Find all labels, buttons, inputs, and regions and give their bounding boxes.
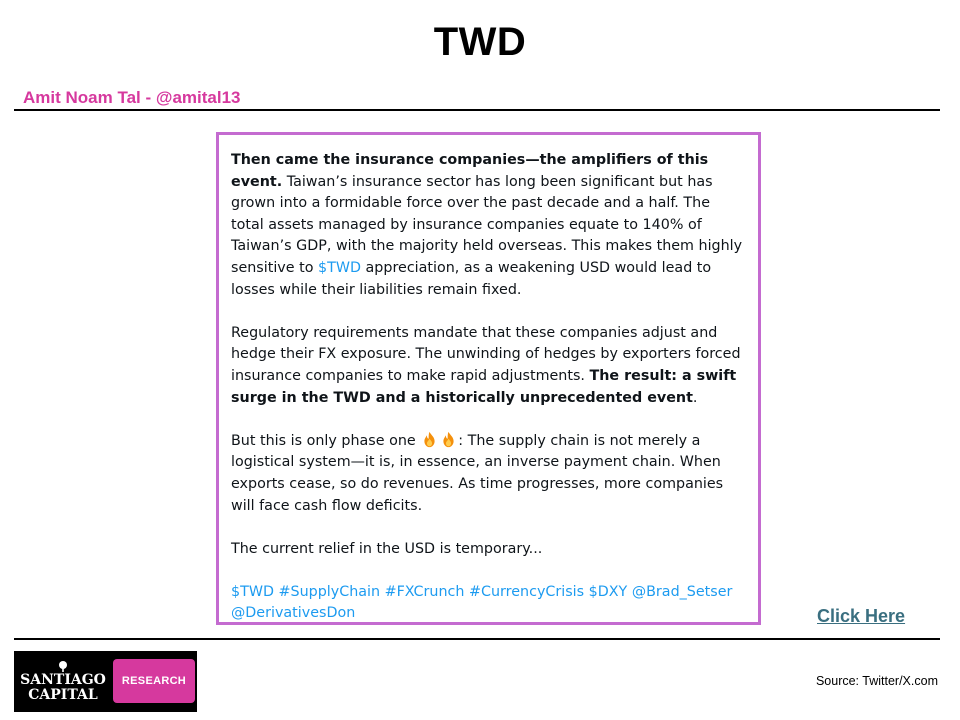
- tweet-p2-bold: The result: a swift surge in the TWD and a historically unprecedented event: [231, 367, 737, 406]
- tweet-p2-text: Regulatory requirements mandate that these companies adjust and hedge their FX exposure. The unwinding of hedges by exporters forced insurance companies to make rapid adjustments.: [231, 324, 741, 384]
- fire-icon: [440, 431, 457, 448]
- logo-line-1: SANTIAGO: [20, 671, 106, 688]
- santiago-capital-logo: [14, 651, 197, 712]
- tweet-screenshot: [216, 132, 761, 625]
- research-badge: RESEARCH: [113, 659, 195, 703]
- fire-icon: [421, 431, 438, 448]
- tweet-p3-end: : The supply chain is not merely a logistical system—it is, in essence, an inverse payment chain. When exports cease, so do revenues. As time progresses, more companies will face cash flow deficits.: [231, 432, 724, 514]
- tweet-paragraph-4: The current relief in the USD is temporary...: [231, 540, 543, 557]
- tweet-p1-heading: Then came the insurance companies—the amplifiers of this event.: [231, 152, 709, 190]
- tweet-p3-start: But this is only phase one: [231, 432, 416, 449]
- tweet-paragraph-2: [231, 323, 746, 409]
- logo-wordmark: [14, 651, 112, 712]
- logo-line-2: CAPITAL: [28, 686, 98, 703]
- click-here-link[interactable]: Click Here: [817, 606, 906, 626]
- source-caption: Source: Twitter/X.com: [815, 674, 938, 688]
- tree-icon: [57, 661, 69, 672]
- tweet-paragraph-3: [231, 431, 746, 517]
- top-divider: [14, 109, 940, 111]
- bottom-divider: [14, 638, 940, 640]
- tweet-paragraph-1: [231, 150, 746, 301]
- slide-title: TWD: [433, 20, 527, 64]
- tweet-p1-end: appreciation, as a weakening USD would lead to losses while their liabilities remain fixed.: [231, 259, 712, 298]
- twd-cashtag-link[interactable]: $TWD: [318, 259, 361, 276]
- tweet-p2-end: .: [692, 389, 698, 406]
- tweet-hashtags[interactable]: $TWD #SupplyChain #FXCrunch #CurrencyCrisis $DXY @Brad_Setser @DerivativesDon: [231, 583, 733, 622]
- tweet-p1-text: Taiwan’s insurance sector has long been significant but has grown into a formidable force over the past decade and a half. The total assets managed by insurance companies equate to 140% of Taiwan’s GDP, with the majority held overseas. This makes them highly sensitive to: [231, 173, 743, 276]
- author-credit: Amit Noam Tal - @amital13: [23, 88, 241, 107]
